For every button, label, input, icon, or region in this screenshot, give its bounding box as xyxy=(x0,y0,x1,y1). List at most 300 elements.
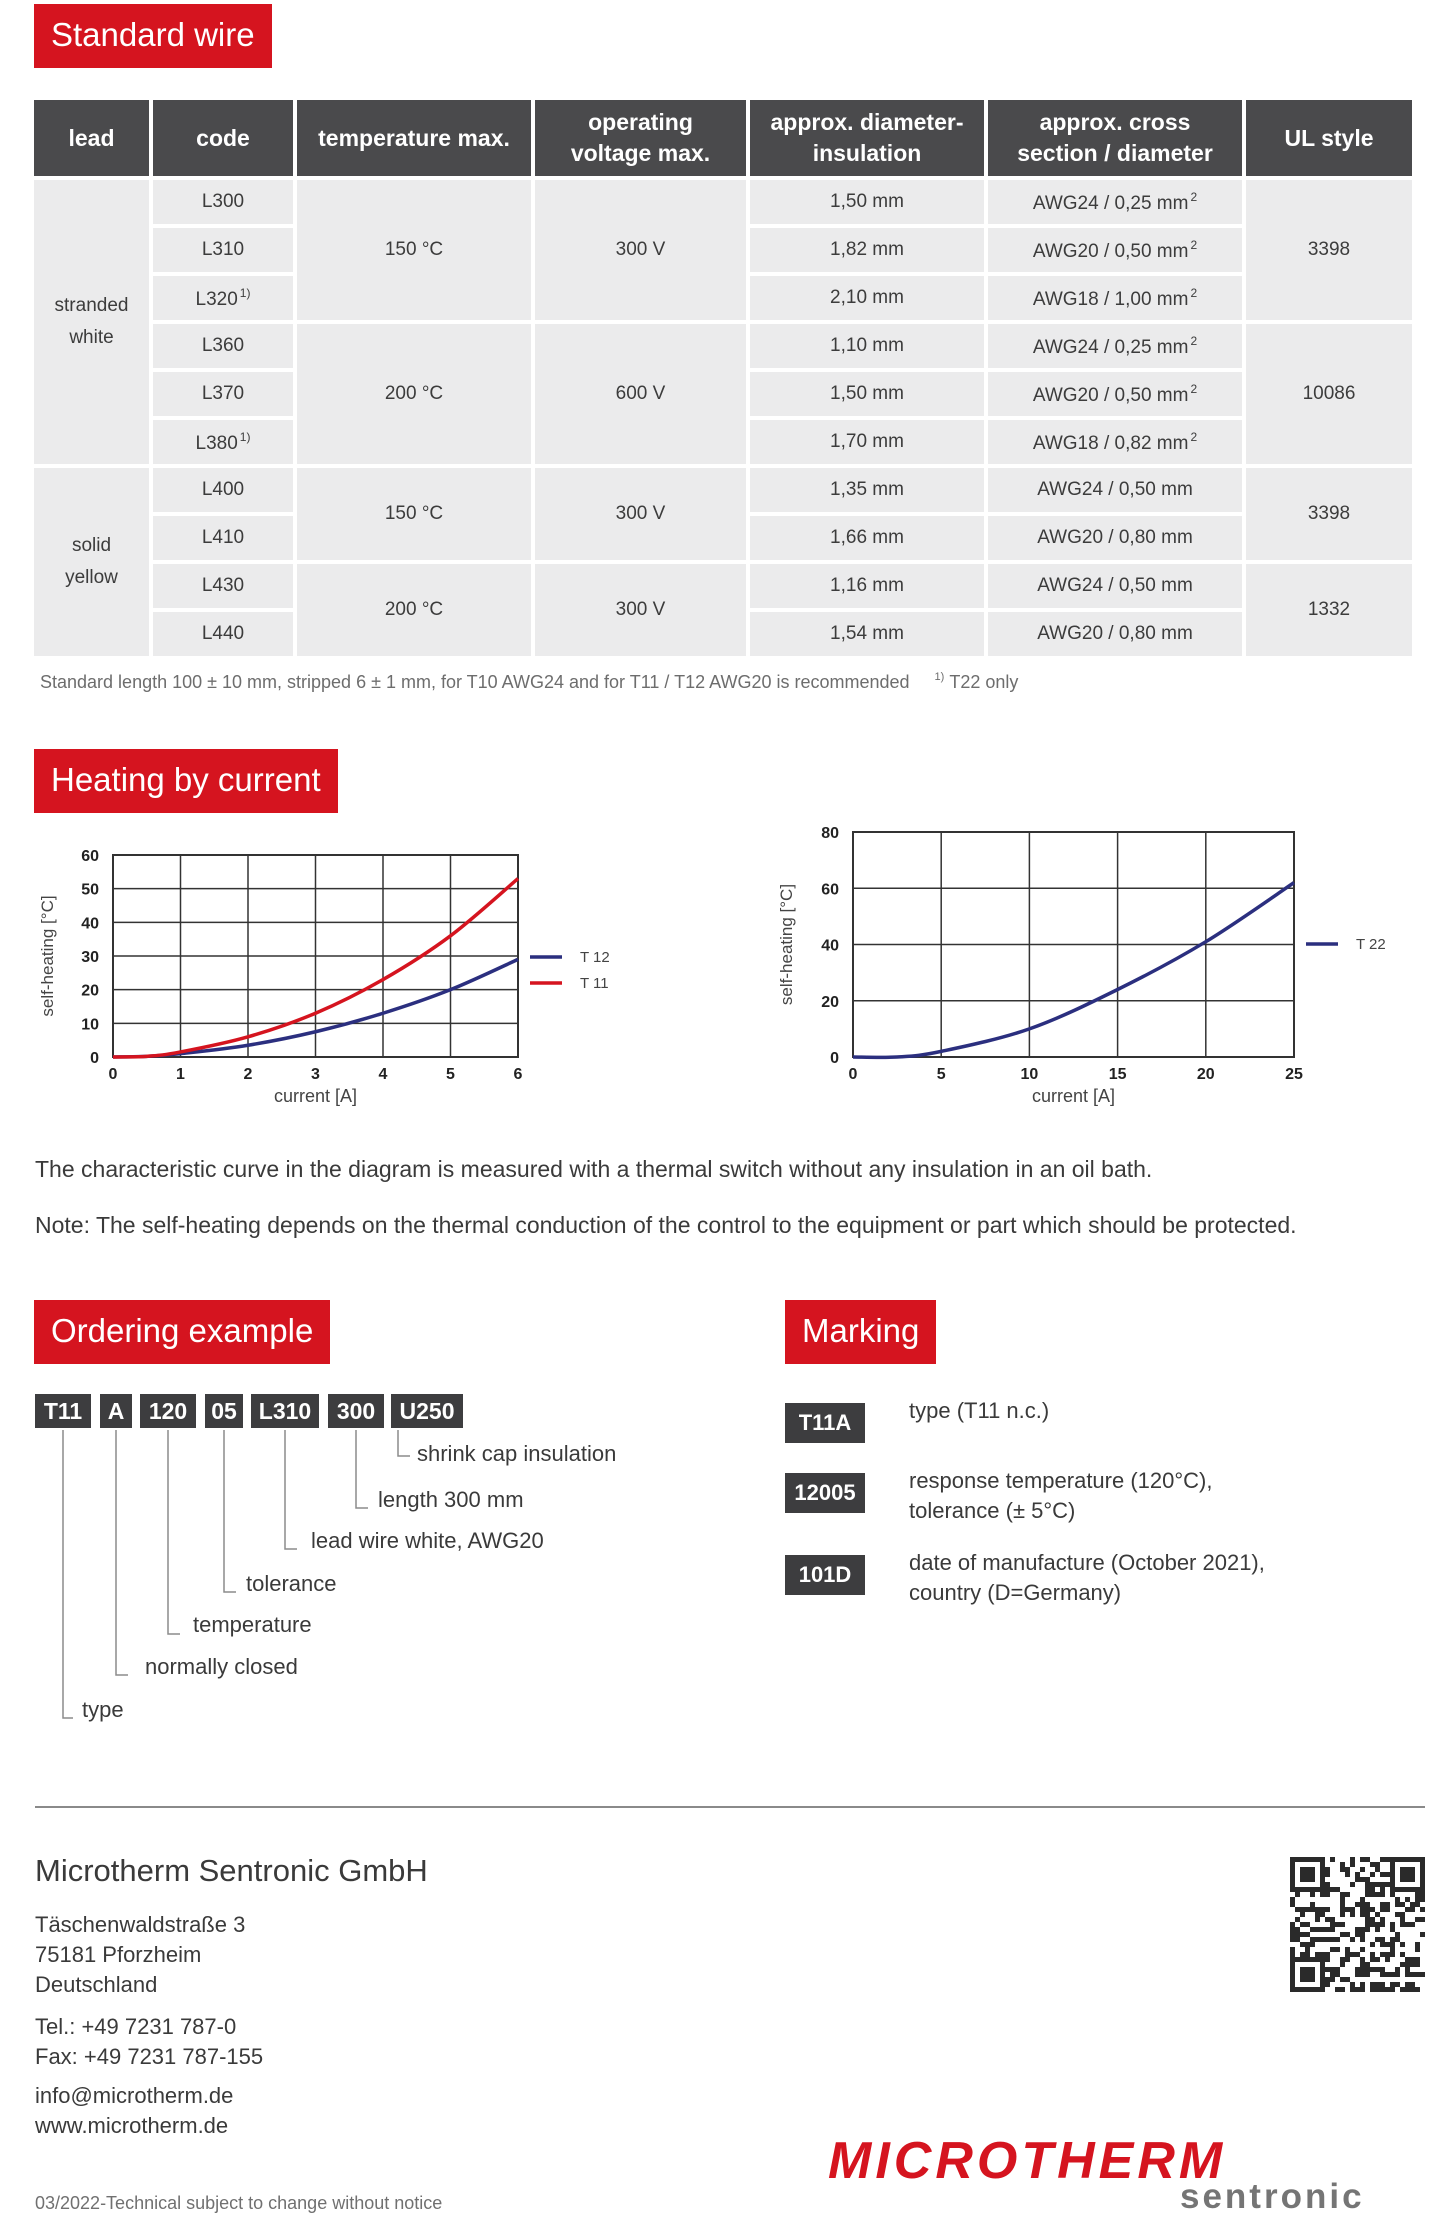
qr-module xyxy=(1415,1902,1420,1907)
qr-module xyxy=(1370,1907,1375,1912)
qr-module xyxy=(1345,1932,1350,1937)
qr-module xyxy=(1410,1857,1415,1862)
marking-line: type (T11 n.c.) xyxy=(909,1398,1050,1423)
qr-module xyxy=(1355,1952,1360,1957)
qr-module xyxy=(1345,1892,1350,1897)
diameter-cell: 2,10 mm xyxy=(750,276,984,320)
code-text: L410 xyxy=(201,527,245,548)
qr-module xyxy=(1345,1947,1350,1952)
qr-module xyxy=(1370,1922,1375,1927)
qr-module xyxy=(1395,1887,1400,1892)
code-text: L310 xyxy=(201,239,245,260)
qr-module xyxy=(1405,1907,1410,1912)
qr-module xyxy=(1420,1867,1425,1872)
qr-module xyxy=(1390,1927,1395,1932)
code-cell xyxy=(153,180,293,224)
code-cell xyxy=(153,420,293,464)
order-label-temperature: temperature xyxy=(193,1612,312,1637)
qr-module xyxy=(1305,1867,1310,1872)
qr-module xyxy=(1325,1977,1330,1982)
cross-text: AWG18 / 1,00 mm xyxy=(1032,288,1189,310)
qr-module xyxy=(1415,1987,1420,1992)
company-name: Microtherm Sentronic GmbH xyxy=(35,1853,428,1888)
qr-module xyxy=(1380,1942,1385,1947)
qr-module xyxy=(1360,1967,1365,1972)
qr-module xyxy=(1345,1907,1350,1912)
order-code-length: 300 xyxy=(328,1394,384,1428)
qr-module xyxy=(1365,1927,1370,1932)
qr-module xyxy=(1335,1987,1340,1992)
qr-module xyxy=(1395,1912,1400,1917)
y-tick-label: 40 xyxy=(821,937,839,955)
header-ul-style xyxy=(1246,100,1412,176)
qr-module xyxy=(1335,1922,1340,1927)
qr-module xyxy=(1310,1887,1315,1892)
diameter-cell: 1,35 mm xyxy=(750,468,984,512)
qr-module xyxy=(1320,1927,1325,1932)
qr-module xyxy=(1380,1987,1385,1992)
qr-module xyxy=(1300,1877,1305,1882)
qr-module xyxy=(1330,1947,1335,1952)
qr-module xyxy=(1290,1977,1295,1982)
qr-module xyxy=(1360,1947,1365,1952)
lead-line: solid xyxy=(71,535,112,556)
x-tick-label: 10 xyxy=(1020,1066,1039,1083)
qr-module xyxy=(1330,1857,1335,1862)
qr-module xyxy=(1390,1987,1395,1992)
qr-module xyxy=(1310,1892,1315,1897)
qr-module xyxy=(1365,1857,1370,1862)
qr-modules xyxy=(1290,1857,1425,1992)
qr-module xyxy=(1395,1937,1400,1942)
qr-module xyxy=(1340,1907,1345,1912)
cross-section-cell xyxy=(988,420,1242,464)
header-line: approx. diameter- xyxy=(770,109,964,135)
qr-module xyxy=(1390,1922,1395,1927)
qr-module xyxy=(1390,1877,1395,1882)
qr-module xyxy=(1310,1957,1315,1962)
table-row xyxy=(34,180,1412,224)
x-tick-label: 25 xyxy=(1285,1066,1303,1083)
qr-module xyxy=(1320,1982,1325,1987)
cross-section-cell xyxy=(988,180,1242,224)
qr-module xyxy=(1385,1907,1390,1912)
qr-module xyxy=(1420,1857,1425,1862)
qr-module xyxy=(1335,1937,1340,1942)
qr-module xyxy=(1335,1967,1340,1972)
marking-line: date of manufacture (October 2021), xyxy=(909,1550,1265,1575)
qr-module xyxy=(1405,1967,1410,1972)
qr-module xyxy=(1400,1952,1405,1957)
qr-module xyxy=(1400,1962,1405,1967)
cross-text: AWG24 / 0,25 mm xyxy=(1032,336,1189,358)
qr-module xyxy=(1410,1907,1415,1912)
cross-section-cell xyxy=(988,564,1242,608)
x-tick-label: 1 xyxy=(176,1066,185,1083)
qr-module xyxy=(1305,1987,1310,1992)
qr-module xyxy=(1365,1902,1370,1907)
heating-note-1: The characteristic curve in the diagram is measured with a thermal switch without any insulation in an oil bath. xyxy=(35,1156,1153,1182)
qr-module xyxy=(1360,1902,1365,1907)
qr-module xyxy=(1360,1937,1365,1942)
qr-module xyxy=(1310,1987,1315,1992)
cross-section-cell xyxy=(988,228,1242,272)
qr-module xyxy=(1340,1892,1345,1897)
qr-module xyxy=(1320,1862,1325,1867)
qr-module xyxy=(1385,1857,1390,1862)
section-title-ordering: Ordering example xyxy=(34,1300,330,1364)
qr-module xyxy=(1290,1882,1295,1887)
qr-module xyxy=(1335,1947,1340,1952)
qr-module xyxy=(1390,1862,1395,1867)
qr-module xyxy=(1410,1987,1415,1992)
header-line: code xyxy=(196,124,250,151)
qr-module xyxy=(1420,1907,1425,1912)
qr-module xyxy=(1295,1887,1300,1892)
code-footnote: 1) xyxy=(239,285,251,300)
marking-line: response temperature (120°C), xyxy=(909,1468,1213,1493)
qr-module xyxy=(1310,1872,1315,1877)
header-line: UL style xyxy=(1284,124,1374,151)
code-cell xyxy=(153,228,293,272)
y-tick-label: 10 xyxy=(81,1016,99,1034)
header-line: temperature max. xyxy=(318,124,510,151)
qr-module xyxy=(1310,1877,1315,1882)
cross-section-cell xyxy=(988,612,1242,656)
table-row xyxy=(34,468,1412,512)
y-tick-label: 80 xyxy=(821,825,839,842)
temperature-cell: 200 °C xyxy=(297,564,531,656)
qr-module xyxy=(1295,1957,1300,1962)
qr-module xyxy=(1380,1892,1385,1897)
y-tick-label: 0 xyxy=(830,1050,839,1067)
y-tick-label: 30 xyxy=(81,949,99,966)
temperature-cell: 150 °C xyxy=(297,468,531,560)
header-line: approx. cross xyxy=(1039,109,1191,135)
qr-module xyxy=(1325,1907,1330,1912)
qr-module xyxy=(1415,1917,1420,1922)
qr-module xyxy=(1300,1972,1305,1977)
qr-module xyxy=(1325,1957,1330,1962)
qr-module xyxy=(1410,1867,1415,1872)
qr-module xyxy=(1305,1887,1310,1892)
qr-module xyxy=(1415,1887,1420,1892)
qr-module xyxy=(1320,1977,1325,1982)
qr-module xyxy=(1405,1982,1410,1987)
qr-module xyxy=(1360,1972,1365,1977)
footnote-sup: 1) xyxy=(934,671,945,683)
qr-module xyxy=(1340,1862,1345,1867)
qr-module xyxy=(1420,1897,1425,1902)
qr-module xyxy=(1360,1962,1365,1967)
qr-module xyxy=(1315,1952,1320,1957)
qr-module xyxy=(1350,1982,1355,1987)
qr-module xyxy=(1350,1952,1355,1957)
qr-module xyxy=(1415,1947,1420,1952)
qr-module xyxy=(1325,1872,1330,1877)
company-tel: Tel.: +49 7231 787-0 xyxy=(35,2014,237,2039)
qr-module xyxy=(1365,1922,1370,1927)
qr-module xyxy=(1375,1987,1380,1992)
company-country: Deutschland xyxy=(35,1972,158,1997)
qr-module xyxy=(1320,1912,1325,1917)
qr-module xyxy=(1420,1882,1425,1887)
qr-module xyxy=(1350,1987,1355,1992)
x-tick-label: 6 xyxy=(513,1066,523,1083)
qr-module xyxy=(1290,1872,1295,1877)
qr-module xyxy=(1370,1887,1375,1892)
voltage-cell: 600 V xyxy=(535,324,746,464)
x-tick-label: 20 xyxy=(1196,1066,1215,1083)
qr-module xyxy=(1310,1967,1315,1972)
qr-module xyxy=(1400,1917,1405,1922)
qr-module xyxy=(1420,1877,1425,1882)
diameter-cell: 1,10 mm xyxy=(750,324,984,368)
qr-module xyxy=(1395,1982,1400,1987)
qr-module xyxy=(1360,1987,1365,1992)
qr-module xyxy=(1325,1937,1330,1942)
qr-module xyxy=(1375,1982,1380,1987)
header-cross-section xyxy=(988,100,1242,176)
qr-module xyxy=(1295,1932,1300,1937)
qr-module xyxy=(1380,1857,1385,1862)
qr-module xyxy=(1305,1932,1310,1937)
company-email[interactable]: info@microtherm.de xyxy=(35,2083,234,2108)
qr-module xyxy=(1315,1987,1320,1992)
qr-module xyxy=(1295,1907,1300,1912)
qr-module xyxy=(1290,1922,1295,1927)
qr-module xyxy=(1310,1977,1315,1982)
order-code-tolerance: 05 xyxy=(205,1394,243,1428)
qr-module xyxy=(1300,1967,1305,1972)
section-title-heating: Heating by current xyxy=(34,749,338,813)
qr-module xyxy=(1305,1857,1310,1862)
qr-module xyxy=(1330,1972,1335,1977)
marking-code-type: T11A xyxy=(785,1403,865,1443)
qr-module xyxy=(1375,1927,1380,1932)
qr-module xyxy=(1300,1922,1305,1927)
y-tick-label: 50 xyxy=(81,881,99,899)
diameter-cell: 1,66 mm xyxy=(750,516,984,560)
table-row xyxy=(34,324,1412,368)
qr-module xyxy=(1395,1902,1400,1907)
cross-sup: 2 xyxy=(1190,285,1198,300)
qr-module xyxy=(1400,1922,1405,1927)
qr-module xyxy=(1325,1892,1330,1897)
qr-module xyxy=(1405,1867,1410,1872)
qr-module xyxy=(1345,1867,1350,1872)
temperature-cell: 200 °C xyxy=(297,324,531,464)
qr-module xyxy=(1355,1877,1360,1882)
footnote-tail: T22 only xyxy=(949,672,1019,692)
diameter-cell: 1,50 mm xyxy=(750,372,984,416)
cross-text: AWG24 / 0,25 mm xyxy=(1032,192,1189,214)
qr-module xyxy=(1410,1972,1415,1977)
qr-module xyxy=(1420,1862,1425,1867)
qr-module xyxy=(1415,1892,1420,1897)
code-text: L320 xyxy=(195,288,238,310)
qr-module xyxy=(1360,1897,1365,1902)
qr-module xyxy=(1360,1877,1365,1882)
y-tick-label: 60 xyxy=(821,881,839,899)
standard-wire-table xyxy=(30,96,1416,660)
qr-module xyxy=(1350,1857,1355,1862)
qr-module xyxy=(1330,1927,1335,1932)
marking-desc-date xyxy=(909,1548,1265,1608)
qr-module xyxy=(1355,1967,1360,1972)
qr-module xyxy=(1395,1857,1400,1862)
qr-module xyxy=(1320,1962,1325,1967)
company-fax: Fax: +49 7231 787-155 xyxy=(35,2044,264,2069)
qr-module xyxy=(1290,1937,1295,1942)
header-diameter xyxy=(750,100,984,176)
cross-text: AWG18 / 0,82 mm xyxy=(1032,432,1189,454)
diameter-cell: 1,70 mm xyxy=(750,420,984,464)
qr-module xyxy=(1400,1867,1405,1872)
cross-sup: 2 xyxy=(1190,237,1198,252)
x-tick-label: 0 xyxy=(108,1066,118,1083)
qr-module xyxy=(1340,1922,1345,1927)
qr-module xyxy=(1420,1872,1425,1877)
qr-module xyxy=(1320,1887,1325,1892)
qr-module xyxy=(1325,1982,1330,1987)
qr-module xyxy=(1295,1937,1300,1942)
qr-module xyxy=(1370,1982,1375,1987)
y-axis-label: self-heating [°C] xyxy=(777,883,796,1006)
qr-module xyxy=(1380,1902,1385,1907)
voltage-cell: 300 V xyxy=(535,468,746,560)
y-tick-label: 0 xyxy=(90,1050,99,1067)
cross-sup: 2 xyxy=(1190,333,1198,348)
qr-module xyxy=(1400,1872,1405,1877)
qr-module xyxy=(1305,1952,1310,1957)
qr-module xyxy=(1290,1887,1295,1892)
y-axis-label: self-heating [°C] xyxy=(38,895,57,1017)
marking-desc-type xyxy=(909,1396,1049,1426)
qr-module xyxy=(1405,1962,1410,1967)
cross-sup: 2 xyxy=(1190,381,1198,396)
x-axis-label: current [A] xyxy=(273,1086,358,1106)
qr-module xyxy=(1380,1872,1385,1877)
y-tick-label: 20 xyxy=(81,982,99,1000)
qr-module xyxy=(1315,1857,1320,1862)
qr-module xyxy=(1370,1957,1375,1962)
cross-section-cell xyxy=(988,324,1242,368)
qr-module xyxy=(1415,1897,1420,1902)
qr-module xyxy=(1350,1937,1355,1942)
header-voltage xyxy=(535,100,746,176)
qr-module xyxy=(1295,1857,1300,1862)
qr-module xyxy=(1330,1917,1335,1922)
order-label-length: length 300 mm xyxy=(378,1487,524,1512)
qr-module xyxy=(1340,1902,1345,1907)
qr-module xyxy=(1420,1887,1425,1892)
qr-module xyxy=(1315,1907,1320,1912)
qr-module xyxy=(1350,1862,1355,1867)
qr-module xyxy=(1380,1967,1385,1972)
qr-module xyxy=(1415,1972,1420,1977)
qr-module xyxy=(1365,1972,1370,1977)
qr-module xyxy=(1385,1987,1390,1992)
company-website[interactable]: www.microtherm.de xyxy=(35,2113,229,2138)
cross-sup: 2 xyxy=(1190,429,1198,444)
qr-module xyxy=(1375,1867,1380,1872)
qr-module xyxy=(1345,1952,1350,1957)
legend-label: T 22 xyxy=(1356,936,1386,953)
qr-module xyxy=(1405,1897,1410,1902)
qr-module xyxy=(1385,1942,1390,1947)
qr-module xyxy=(1410,1957,1415,1962)
qr-module xyxy=(1415,1857,1420,1862)
qr-module xyxy=(1320,1957,1325,1962)
qr-module xyxy=(1370,1872,1375,1877)
header-line: lead xyxy=(68,124,115,151)
header-line: voltage max. xyxy=(570,140,711,166)
code-text: L380 xyxy=(195,432,238,454)
qr-module xyxy=(1300,1912,1305,1917)
qr-module xyxy=(1390,1892,1395,1897)
qr-module xyxy=(1325,1867,1330,1872)
table-row xyxy=(34,564,1412,608)
voltage-cell: 300 V xyxy=(535,180,746,320)
diameter-cell: 1,54 mm xyxy=(750,612,984,656)
cross-text: AWG24 / 0,50 mm xyxy=(1037,575,1193,596)
lead-line: white xyxy=(69,327,114,348)
code-text: L430 xyxy=(201,575,245,596)
cross-text: AWG20 / 0,80 mm xyxy=(1037,527,1193,548)
qr-module xyxy=(1395,1972,1400,1977)
qr-module xyxy=(1315,1937,1320,1942)
qr-module xyxy=(1295,1892,1300,1897)
qr-module xyxy=(1315,1917,1320,1922)
code-text: L300 xyxy=(201,191,245,212)
qr-module xyxy=(1305,1957,1310,1962)
qr-module xyxy=(1385,1902,1390,1907)
qr-module xyxy=(1375,1912,1380,1917)
table-footnote xyxy=(40,671,1018,693)
qr-code-icon[interactable] xyxy=(1290,1852,1430,2002)
qr-module xyxy=(1380,1982,1385,1987)
voltage-cell: 300 V xyxy=(535,564,746,656)
qr-module xyxy=(1290,1957,1295,1962)
qr-module xyxy=(1380,1937,1385,1942)
qr-module xyxy=(1405,1922,1410,1927)
x-tick-label: 4 xyxy=(378,1066,388,1083)
qr-module xyxy=(1310,1927,1315,1932)
qr-module xyxy=(1380,1907,1385,1912)
qr-module xyxy=(1320,1967,1325,1972)
qr-module xyxy=(1290,1987,1295,1992)
header-lead xyxy=(34,100,149,176)
qr-module xyxy=(1350,1882,1355,1887)
qr-module xyxy=(1320,1892,1325,1897)
qr-module xyxy=(1365,1887,1370,1892)
qr-module xyxy=(1360,1867,1365,1872)
marking-code-temperature: 12005 xyxy=(785,1473,865,1513)
cross-section-cell xyxy=(988,468,1242,512)
legend-label: T 11 xyxy=(580,975,609,992)
footnote-main: Standard length 100 ± 10 mm, stripped 6 ± 1 mm, for T10 AWG24 and for T11 / T12 AWG20 is recommended xyxy=(40,672,910,692)
qr-module xyxy=(1355,1987,1360,1992)
order-label-normally-closed: normally closed xyxy=(145,1654,298,1679)
order-code-contact: A xyxy=(100,1394,132,1428)
qr-module xyxy=(1365,1917,1370,1922)
qr-module xyxy=(1330,1967,1335,1972)
code-footnote: 1) xyxy=(239,429,251,444)
qr-module xyxy=(1405,1872,1410,1877)
order-label-cap: shrink cap insulation xyxy=(417,1441,617,1466)
qr-module xyxy=(1310,1907,1315,1912)
